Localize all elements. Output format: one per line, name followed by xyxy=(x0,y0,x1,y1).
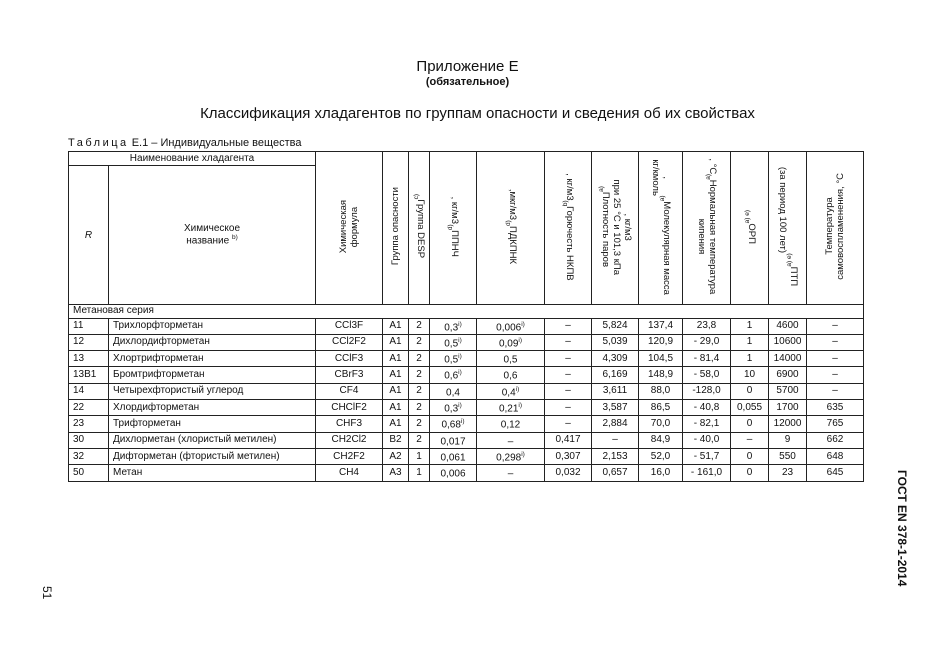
cell-desp: 2 xyxy=(409,351,430,367)
cell-boil: 23,8 xyxy=(683,318,731,334)
cell-odp: 1 xyxy=(731,351,769,367)
cell-r: 30 xyxy=(69,432,109,448)
cell-desp: 2 xyxy=(409,416,430,432)
cell-desp: 1 xyxy=(409,465,430,481)
cell-group: A1 xyxy=(383,318,409,334)
cell-flam: – xyxy=(545,400,592,416)
cell-gwp: 14000 xyxy=(769,351,807,367)
cell-flam: – xyxy=(545,383,592,399)
cell-pdk: 0,5 xyxy=(477,351,545,367)
cell-density: 0,657 xyxy=(592,465,639,481)
cell-autoign: – xyxy=(807,351,864,367)
cell-ppnch: 0,5$^{i)}$ xyxy=(430,334,477,350)
cell-r: 32 xyxy=(69,449,109,465)
cell-density: – xyxy=(592,432,639,448)
cell-density: 3,611 xyxy=(592,383,639,399)
table-row xyxy=(69,351,864,367)
series-row xyxy=(69,305,864,319)
cell-odp: 0 xyxy=(731,383,769,399)
cell-name: Дифторметан (фтористый метилен) xyxy=(109,449,316,465)
cell-autoign: – xyxy=(807,367,864,383)
cell-ppnch: 0,3$^{i)}$ xyxy=(430,400,477,416)
cell-formula: CBrF3 xyxy=(316,367,383,383)
cell-r: 12 xyxy=(69,334,109,350)
table-row xyxy=(69,400,864,416)
cell-name: Трифторметан xyxy=(109,416,316,432)
cell-ppnch: 0,017 xyxy=(430,432,477,448)
cell-autoign: – xyxy=(807,334,864,350)
cell-ppnch: 0,3$^{i)}$ xyxy=(430,318,477,334)
cell-molar: 52,0 xyxy=(639,449,683,465)
chemical-name-header: Химическое название $^{b)}$ xyxy=(109,166,316,305)
cell-odp: 0 xyxy=(731,449,769,465)
annex-status: (обязательное) xyxy=(425,76,510,88)
cell-molar: 88,0 xyxy=(639,383,683,399)
cell-autoign: 662 xyxy=(807,432,864,448)
cell-formula: CCl2F2 xyxy=(316,334,383,350)
cell-molar: 84,9 xyxy=(639,432,683,448)
cell-group: A1 xyxy=(383,383,409,399)
cell-boil: - 29,0 xyxy=(683,334,731,350)
cell-density: 5,824 xyxy=(592,318,639,334)
cell-formula: CH4 xyxy=(316,465,383,481)
gwp-header: $ПТП^{a) e)}$ (за период 100 лет) xyxy=(769,152,807,305)
cell-boil: - 51,7 xyxy=(683,449,731,465)
cell-density: 5,039 xyxy=(592,334,639,350)
safety-group-header: Группа опасности xyxy=(383,152,409,305)
cell-r: 50 xyxy=(69,465,109,481)
cell-ppnch: 0,006 xyxy=(430,465,477,481)
cell-flam: – xyxy=(545,334,592,350)
table-caption-rest: Е.1 – Индивидуальные вещества xyxy=(128,137,302,149)
cell-name: Трихлорфторметан xyxy=(109,318,316,334)
cell-boil: -128,0 xyxy=(683,383,731,399)
name-group-header: Наименование хладагента xyxy=(69,152,316,166)
cell-pdk: 0,298$^{i)}$ xyxy=(477,449,545,465)
cell-molar: 86,5 xyxy=(639,400,683,416)
cell-formula: CClF3 xyxy=(316,351,383,367)
document-standard-label: ГОСТ EN 378-1-2014 xyxy=(895,470,909,587)
cell-name: Метан xyxy=(109,465,316,481)
cell-desp: 2 xyxy=(409,367,430,383)
cell-gwp: 9 xyxy=(769,432,807,448)
cell-desp: 2 xyxy=(409,318,430,334)
cell-autoign: – xyxy=(807,318,864,334)
cell-desp: 2 xyxy=(409,383,430,399)
cell-boil: - 58,0 xyxy=(683,367,731,383)
cell-desp: 2 xyxy=(409,334,430,350)
cell-formula: CHClF2 xyxy=(316,400,383,416)
cell-flam: – xyxy=(545,367,592,383)
cell-group: A1 xyxy=(383,367,409,383)
cell-odp: 10 xyxy=(731,367,769,383)
cell-odp: 0 xyxy=(731,416,769,432)
cell-flam: – xyxy=(545,416,592,432)
cell-name: Хлордифторметан xyxy=(109,400,316,416)
table-row xyxy=(69,416,864,432)
cell-r: 14 xyxy=(69,383,109,399)
table-row xyxy=(69,334,864,350)
cell-gwp: 23 xyxy=(769,465,807,481)
pdkpnk-header: ПДКПНК$^{d)}$,мкг/м3 xyxy=(477,152,545,305)
table-caption-prefix: Таблица xyxy=(68,137,129,149)
cell-pdk: 0,09$^{i)}$ xyxy=(477,334,545,350)
cell-gwp: 6900 xyxy=(769,367,807,383)
cell-name: Дихлордифторметан xyxy=(109,334,316,350)
cell-r: 11 xyxy=(69,318,109,334)
cell-r: 13 xyxy=(69,351,109,367)
cell-flam: 0,032 xyxy=(545,465,592,481)
ppnch-header: ППНЧ$^{d)}$, кг/м3 xyxy=(430,152,477,305)
cell-pdk: 0,006$^{i)}$ xyxy=(477,318,545,334)
r-number-header: R xyxy=(69,166,109,305)
cell-group: A1 xyxy=(383,351,409,367)
molar-mass-header: Молекулярная масса$^{a)}$, кг/кмоль xyxy=(639,152,683,305)
cell-pdk: 0,6 xyxy=(477,367,545,383)
cell-molar: 70,0 xyxy=(639,416,683,432)
cell-pdk: 0,4$^{i)}$ xyxy=(477,383,545,399)
cell-odp: – xyxy=(731,432,769,448)
cell-boil: - 161,0 xyxy=(683,465,731,481)
cell-ppnch: 0,4 xyxy=(430,383,477,399)
autoignition-header: Температура самовоспламенения, °С xyxy=(807,152,864,305)
boiling-point-header: Нормальная температура кипения$^{a)}$, °С xyxy=(683,152,731,305)
cell-molar: 16,0 xyxy=(639,465,683,481)
main-heading: Классификация хладагентов по группам опасности и сведения об их свойствах xyxy=(200,105,755,122)
cell-density: 4,309 xyxy=(592,351,639,367)
cell-name: Дихлорметан (хлористый метилен) xyxy=(109,432,316,448)
annex-title: Приложение Е xyxy=(416,58,519,75)
cell-name: Четырехфтористый углерод xyxy=(109,383,316,399)
cell-autoign: 765 xyxy=(807,416,864,432)
cell-name: Хлортрифторметан xyxy=(109,351,316,367)
cell-ppnch: 0,5$^{i)}$ xyxy=(430,351,477,367)
vapour-density-header: Плотность паров$^{a)}$, кг/м3 при 25 °С и 101,3 кПа xyxy=(592,152,639,305)
table-row xyxy=(69,449,864,465)
cell-pdk: 0,21$^{i)}$ xyxy=(477,400,545,416)
series-label: Метановая серия xyxy=(69,305,864,319)
desp-group-header: Группа DESP$^{c)}$ xyxy=(409,152,430,305)
cell-ppnch: 0,68$^{i)}$ xyxy=(430,416,477,432)
cell-gwp: 10600 xyxy=(769,334,807,350)
cell-gwp: 1700 xyxy=(769,400,807,416)
cell-r: 22 xyxy=(69,400,109,416)
cell-flam: 0,307 xyxy=(545,449,592,465)
cell-gwp: 550 xyxy=(769,449,807,465)
page-number: 51 xyxy=(40,586,54,600)
cell-flam: 0,417 xyxy=(545,432,592,448)
cell-molar: 137,4 xyxy=(639,318,683,334)
cell-group: A1 xyxy=(383,334,409,350)
header-row-1 xyxy=(69,152,864,166)
table-row xyxy=(69,432,864,448)
formula-header: Химическая формула xyxy=(316,152,383,305)
cell-formula: CH2F2 xyxy=(316,449,383,465)
cell-density: 3,587 xyxy=(592,400,639,416)
cell-boil: - 40,8 xyxy=(683,400,731,416)
cell-autoign: – xyxy=(807,383,864,399)
cell-formula: CHF3 xyxy=(316,416,383,432)
cell-gwp: 5700 xyxy=(769,383,807,399)
cell-molar: 104,5 xyxy=(639,351,683,367)
refrigerant-table xyxy=(68,151,864,482)
cell-odp: 0 xyxy=(731,465,769,481)
cell-boil: - 40,0 xyxy=(683,432,731,448)
cell-odp: 1 xyxy=(731,334,769,350)
cell-ppnch: 0,6$^{i)}$ xyxy=(430,367,477,383)
table-row xyxy=(69,465,864,481)
table-row xyxy=(69,318,864,334)
cell-odp: 0,055 xyxy=(731,400,769,416)
cell-flam: – xyxy=(545,318,592,334)
flammability-header: Горючесть НКПВ$^{b)}$, кг/м3 xyxy=(545,152,592,305)
cell-ppnch: 0,061 xyxy=(430,449,477,465)
cell-group: B2 xyxy=(383,432,409,448)
cell-desp: 2 xyxy=(409,432,430,448)
cell-autoign: 648 xyxy=(807,449,864,465)
cell-molar: 120,9 xyxy=(639,334,683,350)
table-caption xyxy=(68,137,301,149)
cell-group: A2 xyxy=(383,449,409,465)
cell-r: 23 xyxy=(69,416,109,432)
cell-pdk: – xyxy=(477,432,545,448)
cell-odp: 1 xyxy=(731,318,769,334)
cell-gwp: 12000 xyxy=(769,416,807,432)
odp-header: $ОРП^{a) e)}$ xyxy=(731,152,769,305)
cell-formula: CH2Cl2 xyxy=(316,432,383,448)
cell-pdk: 0,12 xyxy=(477,416,545,432)
cell-autoign: 635 xyxy=(807,400,864,416)
cell-r: 13B1 xyxy=(69,367,109,383)
cell-flam: – xyxy=(545,351,592,367)
table-row xyxy=(69,367,864,383)
cell-density: 2,153 xyxy=(592,449,639,465)
cell-formula: CF4 xyxy=(316,383,383,399)
cell-gwp: 4600 xyxy=(769,318,807,334)
cell-desp: 2 xyxy=(409,400,430,416)
cell-name: Бромтрифторметан xyxy=(109,367,316,383)
cell-density: 6,169 xyxy=(592,367,639,383)
cell-group: A3 xyxy=(383,465,409,481)
cell-molar: 148,9 xyxy=(639,367,683,383)
cell-autoign: 645 xyxy=(807,465,864,481)
cell-formula: CCl3F xyxy=(316,318,383,334)
cell-boil: - 81,4 xyxy=(683,351,731,367)
table-row xyxy=(69,383,864,399)
cell-density: 2,884 xyxy=(592,416,639,432)
cell-boil: - 82,1 xyxy=(683,416,731,432)
cell-pdk: – xyxy=(477,465,545,481)
cell-group: A1 xyxy=(383,416,409,432)
cell-group: A1 xyxy=(383,400,409,416)
cell-desp: 1 xyxy=(409,449,430,465)
